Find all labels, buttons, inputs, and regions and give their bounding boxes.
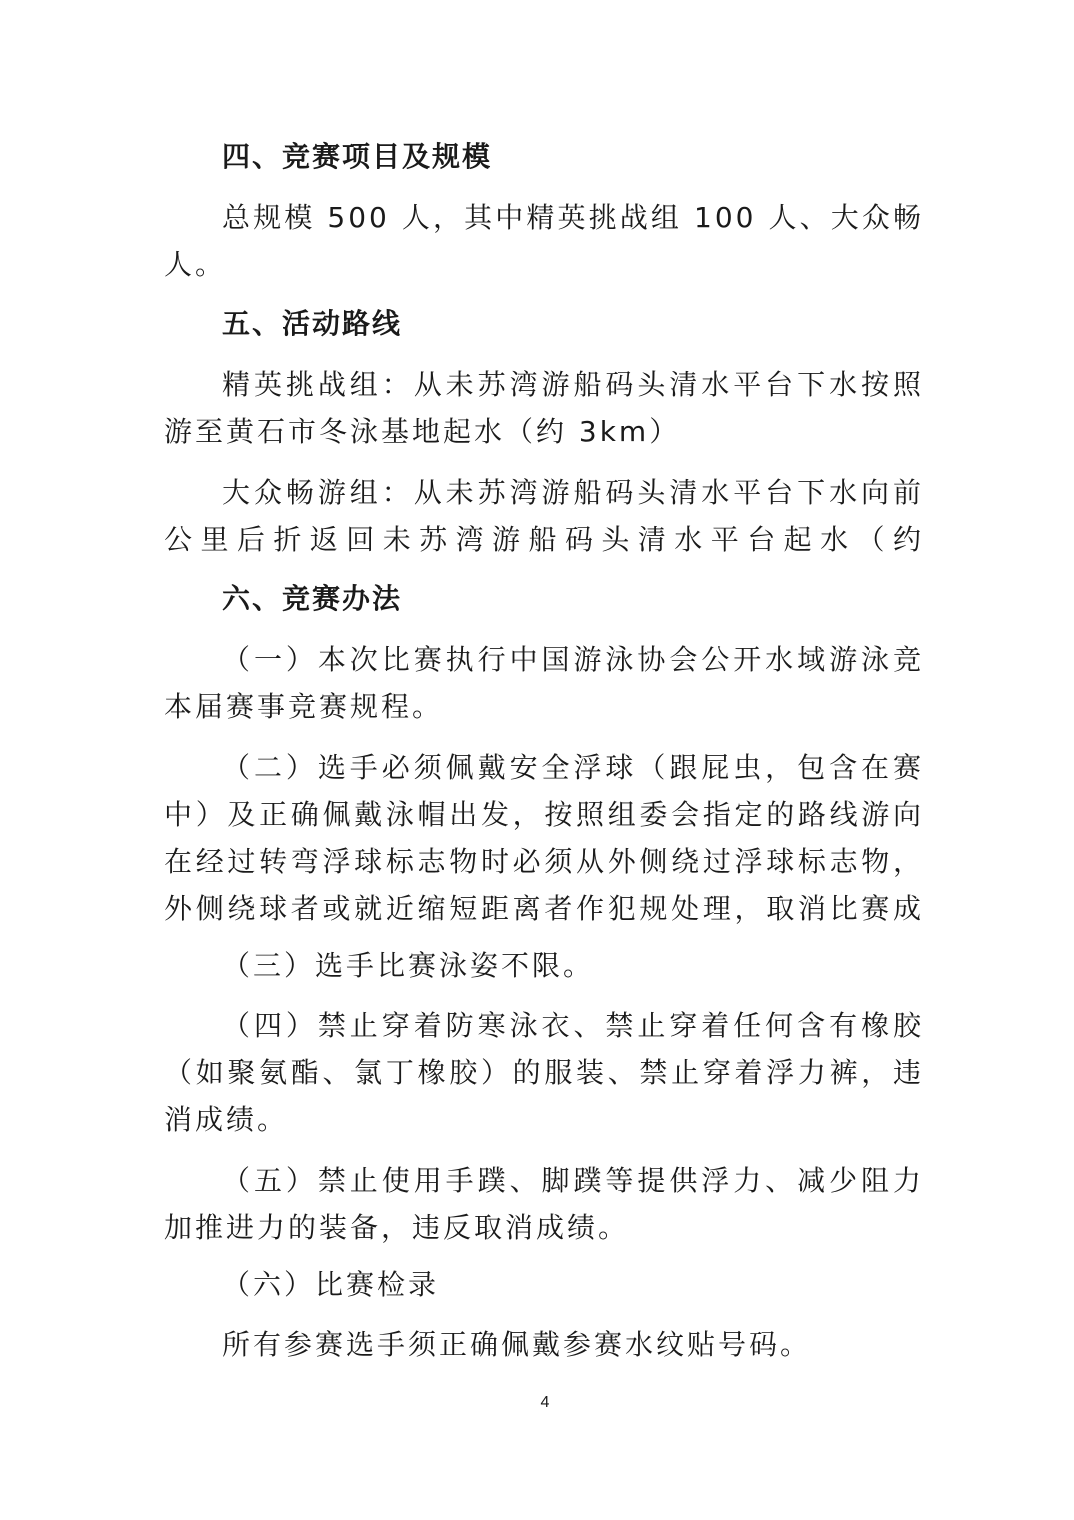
- section-6-item-2-line-3: 在经过转弯浮球标志物时必须从外侧绕过浮球标志物，: [164, 845, 924, 878]
- section-6-item-3-line-1: （三）选手比赛泳姿不限。: [222, 949, 595, 982]
- section-6-item-4-line-2: （如聚氨酯、氯丁橡胶）的服装、禁止穿着浮力裤，违: [164, 1056, 924, 1089]
- section-5-heading: 五、活动路线: [222, 307, 403, 340]
- section-4-line-2: 人。: [164, 248, 227, 281]
- section-5-para-1-line-2: 游至黄石市冬泳基地起水（约 3km）: [164, 415, 681, 448]
- page-number: 4: [540, 1394, 550, 1411]
- section-6-heading: 六、竞赛办法: [222, 582, 403, 615]
- section-6-item-4-line-1: （四）禁止穿着防寒泳衣、禁止穿着任何含有橡胶: [222, 1009, 924, 1042]
- section-4-line-1: 总规模 500 人，其中精英挑战组 100 人、大众畅: [222, 201, 924, 234]
- section-6-item-5-line-1: （五）禁止使用手蹼、脚蹼等提供浮力、减少阻力: [222, 1164, 924, 1197]
- section-6-item-6-line-1: （六）比赛检录: [222, 1268, 440, 1301]
- section-6-item-1-line-1: （一）本次比赛执行中国游泳协会公开水域游泳竞: [222, 643, 924, 676]
- section-5-para-2-line-2: 公里后折返回未苏湾游船码头清水平台起水（约: [164, 523, 924, 556]
- section-5-para-2-line-1: 大众畅游组：从未苏湾游船码头清水平台下水向前: [222, 476, 924, 509]
- section-6-item-2-line-2: 中）及正确佩戴泳帽出发，按照组委会指定的路线游向: [164, 798, 924, 831]
- section-6-item-6-line-2: 所有参赛选手须正确佩戴参赛水纹贴号码。: [222, 1328, 812, 1361]
- section-5-para-1-line-1: 精英挑战组：从未苏湾游船码头清水平台下水按照: [222, 368, 924, 401]
- section-6-item-2-line-4: 外侧绕球者或就近缩短距离者作犯规处理，取消比赛成: [164, 892, 924, 925]
- section-6-item-1-line-2: 本届赛事竞赛规程。: [164, 690, 444, 723]
- section-6-item-2-line-1: （二）选手必须佩戴安全浮球（跟屁虫，包含在赛: [222, 751, 924, 784]
- section-6-item-5-line-2: 加推进力的装备，违反取消成绩。: [164, 1211, 630, 1244]
- section-4-heading: 四、竞赛项目及规模: [222, 140, 493, 173]
- section-6-item-4-line-3: 消成绩。: [164, 1103, 289, 1136]
